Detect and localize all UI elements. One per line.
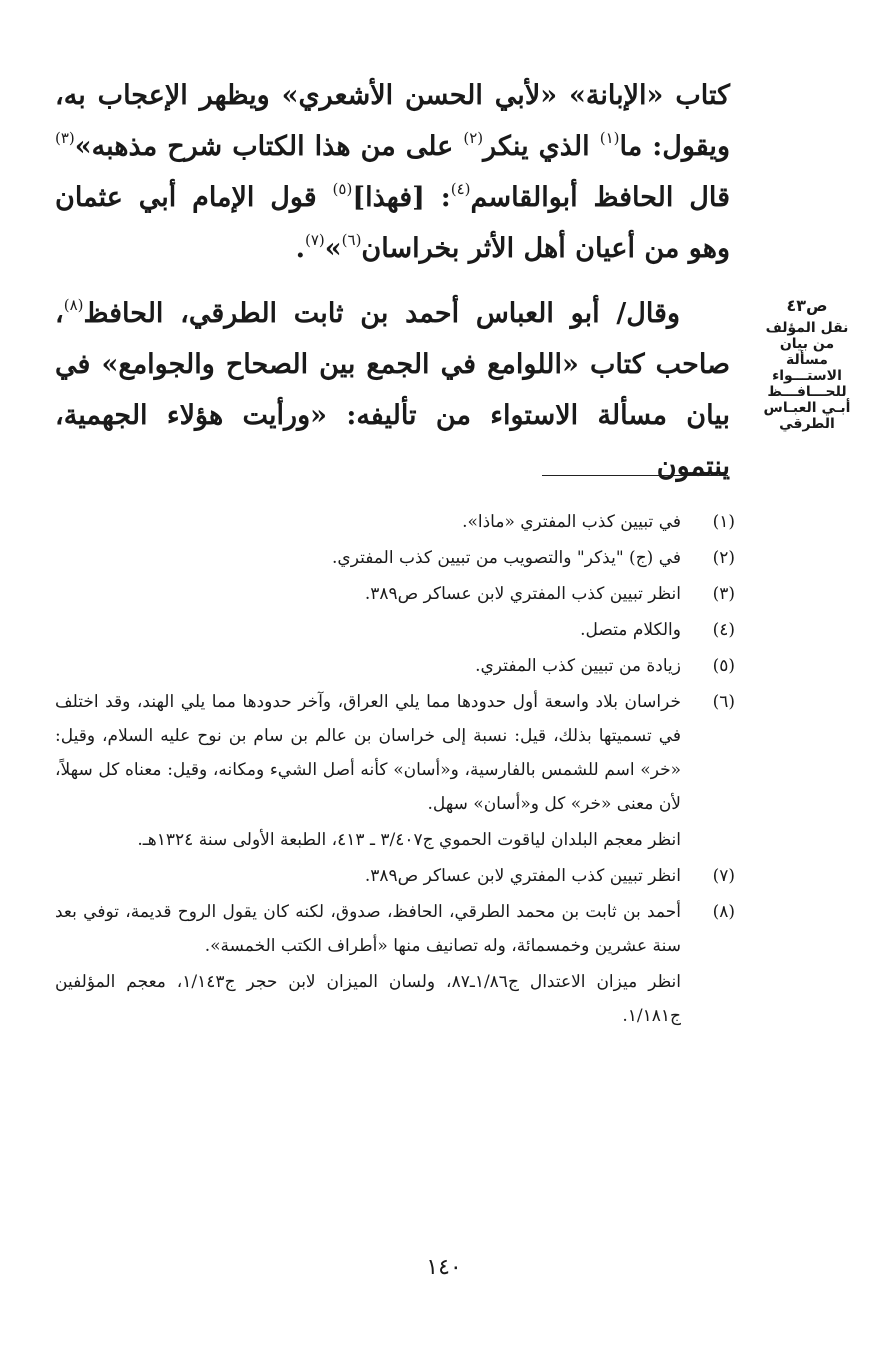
- footnote-ref: (٢): [463, 129, 484, 147]
- footnote-item: [55, 577, 735, 611]
- footnote-ref: (٧): [304, 231, 325, 249]
- footnote-ref: (٥): [332, 180, 353, 198]
- margin-note-line: الاستـــواء: [772, 368, 842, 384]
- footnote-number: (٤): [712, 620, 735, 640]
- main-paragraph-1: [55, 70, 730, 274]
- footnote-ref: (٨): [63, 296, 84, 314]
- footnote-item: [55, 685, 735, 857]
- footnote-number: (٢): [712, 548, 735, 568]
- text-segment: ، صاحب كتاب «اللوامع في الجمع بين الصحاح والجوامع» في بيان مسألة الاستواء من تأليفه: «ورأيت هؤلاء الجهمية، ينتمون: [55, 298, 730, 482]
- margin-page-ref: ص٤٣: [786, 296, 828, 315]
- text-segment: قال الحافظ أبوالقاسم: [470, 182, 730, 213]
- footnotes: [55, 505, 735, 1035]
- margin-note-line: نقل المؤلف: [765, 320, 849, 336]
- text-segment: .: [295, 233, 305, 264]
- text-segment: على من هذا الكتاب شرح مذهبه»: [74, 131, 464, 162]
- text-segment: : [فهذا]: [352, 182, 451, 213]
- footnote-separator: [542, 475, 728, 476]
- text-segment: قول الإمام أبي عثمان وهو من أعيان أهل الأثر بخراسان: [55, 182, 730, 264]
- footnote-number: (٨): [712, 902, 735, 922]
- footnote-text: في تبيين كذب المفتري «ماذا».: [462, 512, 681, 532]
- footnote-item: [55, 895, 735, 1033]
- footnote-number: (٧): [712, 866, 735, 886]
- margin-note-line: للحـــافـــظ: [767, 384, 847, 400]
- footnote-item: [55, 649, 735, 683]
- footnote-number: (١): [712, 512, 735, 532]
- margin-note: [762, 298, 852, 432]
- margin-note-line: الطرقي: [779, 416, 835, 432]
- footnote-ref: (٦): [341, 231, 362, 249]
- footnote-item: [55, 505, 735, 539]
- footnote-text: والكلام متصل.: [580, 620, 681, 640]
- footnote-text: خراسان بلاد واسعة أول حدودها مما يلي العراق، وآخر حدودها مما يلي الهند، وقد اختلف في تسميتها بذلك، قيل: نسبة إلى خراسان بن عالم بن سام بن نوح عليه السلام، وقيل: «خر» اسم للشمس بالفارسية، و«أسان» كأنه أصل الشيء ومكانه، وقيل: معناه كل سهلاً، لأن معنى «خر» كل و«أسان» سهل.: [55, 692, 681, 814]
- page-number: ١٤٠: [426, 1255, 462, 1280]
- footnote-item: [55, 613, 735, 647]
- footnote-text: زيادة من تبيين كذب المفتري.: [475, 656, 681, 676]
- footnote-ref: (٣): [55, 129, 75, 147]
- text-segment: الذي ينكر: [483, 131, 600, 162]
- footnote-item: [55, 541, 735, 575]
- footnote-ref: (٤): [450, 180, 471, 198]
- footnote-ref: (١): [599, 129, 620, 147]
- margin-note-line: من بيان مسألة: [779, 336, 835, 368]
- footnote-item: [55, 859, 735, 893]
- footnote-reference: انظر ميزان الاعتدال ج١/٨٦ـ٨٧، ولسان الميزان لابن حجر ج١/١٤٣، معجم المؤلفين ج١/١٨١.: [55, 972, 681, 1026]
- footnote-number: (٥): [712, 656, 735, 676]
- main-text: [55, 70, 730, 492]
- text-segment: »: [324, 233, 342, 264]
- footnote-number: (٦): [712, 692, 735, 712]
- main-paragraph-2: [55, 288, 730, 492]
- footnote-text: انظر تبيين كذب المفتري لابن عساكر ص٣٨٩.: [364, 866, 681, 886]
- footnote-text: أحمد بن ثابت بن محمد الطرقي، الحافظ، صدوق، لكنه كان يقول الروح قديمة، توفي بعد سنة عشرين وخمسمائة، وله تصانيف منها «أطراف الكتب الخمسة».: [55, 902, 681, 956]
- text-segment: كتاب «الإبانة» «لأبي الحسن الأشعري» ويظهر الإعجاب به، ويقول: ما: [55, 80, 730, 162]
- text-segment: وقال/ أبو العباس أحمد بن ثابت الطرقي، الحافظ: [83, 298, 680, 329]
- footnote-reference: انظر معجم البلدان لياقوت الحموي ج٣/٤٠٧ ـ ٤١٣، الطبعة الأولى سنة ١٣٢٤هـ.: [137, 830, 681, 850]
- footnote-text: في (ج) "يذكر" والتصويب من تبيين كذب المفتري.: [332, 548, 681, 568]
- footnote-text: انظر تبيين كذب المفتري لابن عساكر ص٣٨٩.: [364, 584, 681, 604]
- footnote-number: (٣): [712, 584, 735, 604]
- margin-note-line: أبـي العبـاس: [763, 400, 851, 416]
